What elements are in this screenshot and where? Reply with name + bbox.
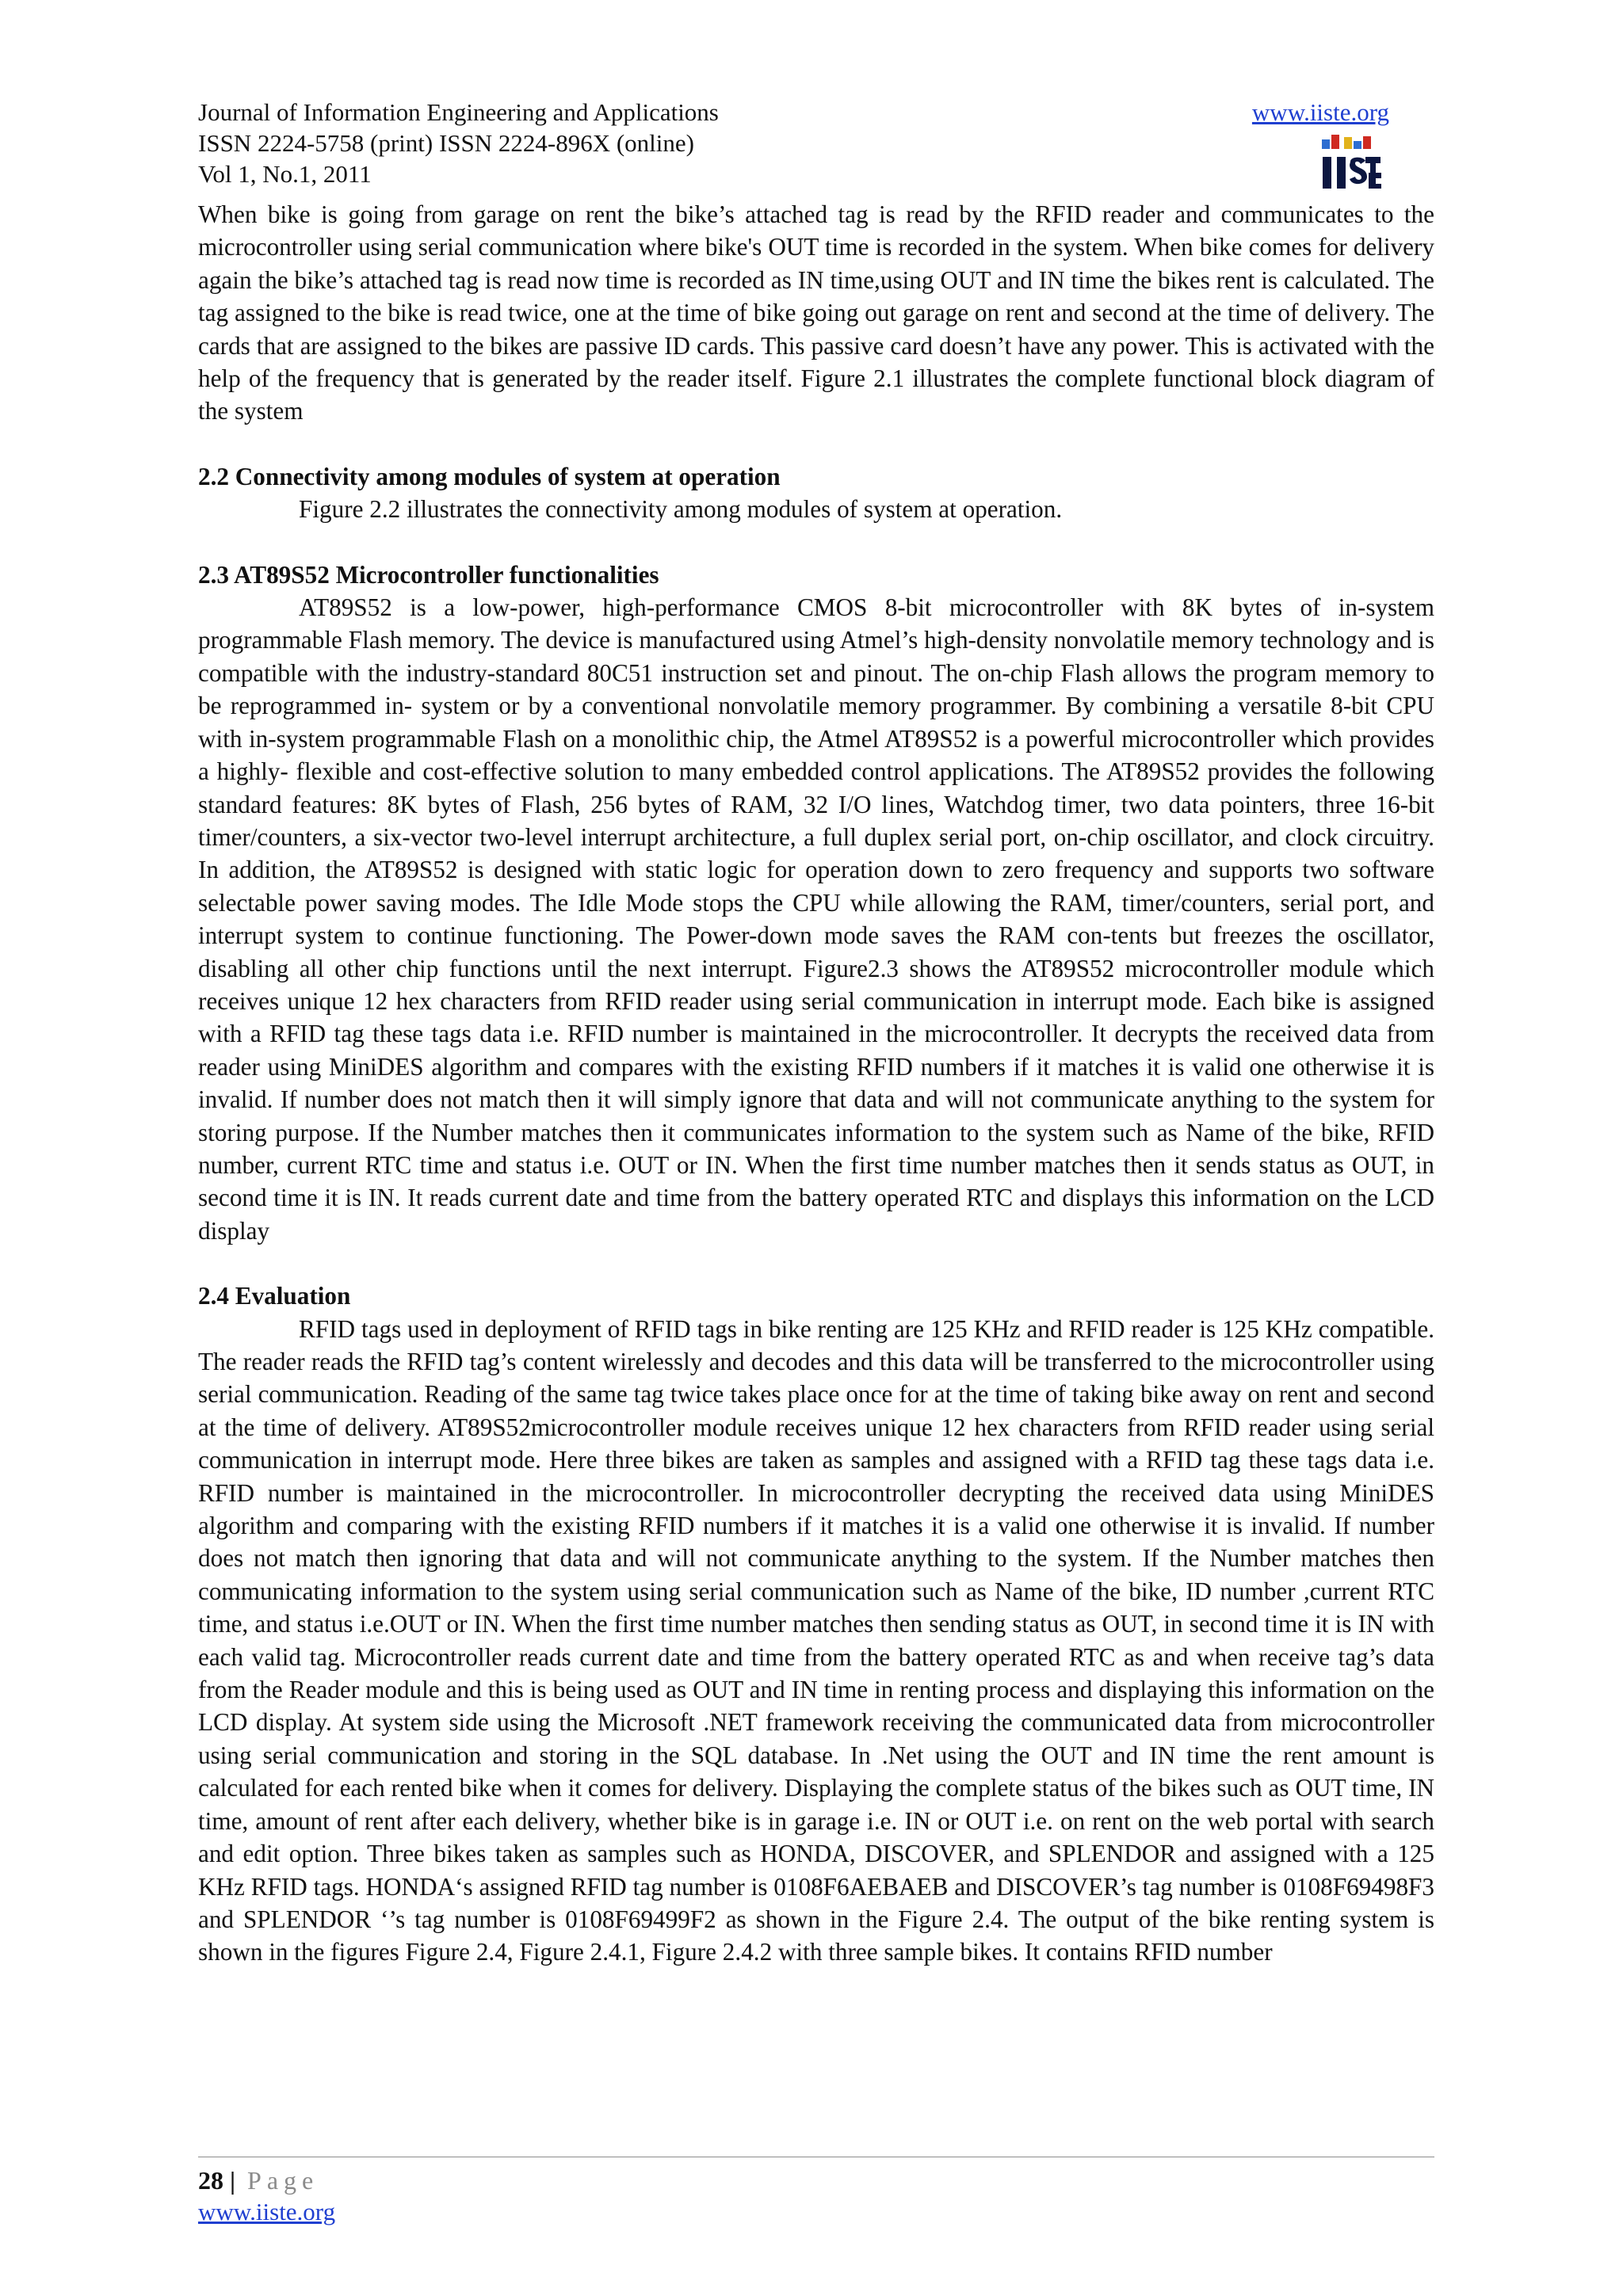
iiste-logo-icon (1319, 133, 1381, 193)
section-2-4-heading: 2.4 Evaluation (198, 1282, 351, 1310)
paragraph-gap (198, 526, 1434, 559)
volume-line: Vol 1, No.1, 2011 (198, 160, 372, 188)
section-2-4-text: RFID tags used in deployment of RFID tags in bike renting are 125 KHz and RFID reader is 125 KHz compatible. The reader reads the RFID tag’s content wirelessly and decodes and this data will be transferred to the microcontroller using serial communication. Reading of the same tag twice takes place once for at the time of taking bike away on rent and second at the time of delivery. AT89S52microcontroller module receives unique 12 hex characters from RFID reader using serial communication in interrupt mode. Here three bikes are taken as samples and assigned with a RFID tag these tags data i.e. RFID number is maintained in the microcontroller. In microcontroller decrypting the received data using MiniDES algorithm and comparing with the existing RFID numbers if it matches it is a valid one otherwise it is invalid. If number does not match then ignoring that data and will not communicate anything to the system. If the Number matches then communicating information to the system using serial communication such as Name of the bike, ID number ,current RTC time, and status i.e.OUT or IN. When the first time number matches then sending status as OUT, in second time it is IN with each valid tag. Microcontroller reads current date and time from the battery operated RTC as and when receive tag’s data from the Reader module and this is being used as OUT and IN time in renting process and displaying this information on the LCD display. At system side using the Microsoft .NET framework receiving the communicated data from microcontroller using serial communication and storing in the SQL database. In .Net using the OUT and IN time the rent amount is calculated for each rented bike when it comes for delivery. Displaying the complete status of the bikes such as OUT time, IN time, amount of rent after each delivery, whether bike is in garage i.e. IN or OUT i.e. on rent on the web portal with search and edit option. Three bikes taken as samples such as HONDA, DISCOVER, and SPLENDOR and assigned with a 125 KHz RFID tags. HONDA‘s assigned RFID tag number is 0108F6AEBAEB and DISCOVER’s tag number is 0108F69498F3 and SPLENDOR ‘’s tag number is 0108F69499F2 as shown in the Figure 2.4. The output of the bike renting system is shown in the figures Figure 2.4, Figure 2.4.1, Figure 2.4.2 with three sample bikes. It contains RFID number (198, 1314, 1434, 1966)
page-header (198, 97, 1434, 200)
section-2-2-text: Figure 2.2 illustrates the connectivity among modules of system at operation. (299, 495, 1063, 524)
header-website-link[interactable]: www.iiste.org (1251, 98, 1389, 126)
section-2-3-heading: 2.3 AT89S52 Microcontroller functionalities (198, 560, 659, 589)
page-number: 28 (198, 2166, 223, 2195)
page-number-line (198, 2164, 319, 2196)
paragraph-gap (198, 1247, 1434, 1280)
section-2-3-text: AT89S52 is a low-power, high-performance CMOS 8-bit microcontroller with 8K bytes of in-system programmable Flash memory. The device is manufactured using Atmel’s high-density nonvolatile memory technology and is compatible with the industry-standard 80C51 instruction set and pinout. The on-chip Flash allows the program memory to be reprogrammed in- system or by a conventional nonvolatile memory programmer. By combining a versatile 8-bit CPU with in-system programmable Flash on a monolithic chip, the Atmel AT89S52 is a powerful microcontroller which provides a highly- flexible and cost-effective solution to many embedded control applications. The AT89S52 provides the following standard features: 8K bytes of Flash, 256 bytes of RAM, 32 I/O lines, Watchdog timer, two data pointers, three 16-bit timer/counters, a six-vector two-level interrupt architecture, a full duplex serial port, on-chip oscillator, and clock circuitry. In addition, the AT89S52 is designed with static logic for operation down to zero frequency and supports two software selectable power saving modes. The Idle Mode stops the CPU while allowing the RAM, timer/counters, serial port, and interrupt system to continue functioning. The Power-down mode saves the RAM con-tents but freezes the oscillator, disabling all other chip functions until the next interrupt. Figure2.3 shows the AT89S52 microcontroller module which receives unique 12 hex characters from RFID reader using serial communication in interrupt mode. Each bike is assigned with a RFID tag these tags data i.e. RFID number is maintained in the microcontroller. It decrypts the received data from reader using MiniDES algorithm and compares with the existing RFID numbers if it matches it is valid one otherwise it is invalid. If number does not match then it will simply ignore that data and will not communicate anything to the system for storing purpose. If the Number matches then it communicates information to the system such as Name of the bike, RFID number, current RTC time and status i.e. OUT or IN. When the first time number matches then it sends status as OUT, in second time it is IN. It reads current date and time from the battery operated RTC and displays this information on the LCD display (198, 593, 1434, 1245)
page-label: Page (247, 2166, 319, 2195)
paragraph-gap (198, 428, 1434, 460)
footer-website-link[interactable]: www.iiste.org (198, 2198, 336, 2225)
intro-paragraph: When bike is going from garage on rent the bike’s attached tag is read by the RFID reader and communicates to the microcontroller using serial communication where bike's OUT time is recorded in the system. When bike comes for delivery again the bike’s attached tag is read now time is recorded as IN time,using OUT and IN time the bikes rent is calculated. The tag assigned to the bike is read twice, one at the time of bike going out garage on rent and second at the time of delivery. The cards that are assigned to the bikes are passive ID cards. This passive card doesn’t have any power. This is activated with the help of the frequency that is generated by the reader itself. Figure 2.1 illustrates the complete functional block diagram of the system (198, 200, 1434, 425)
journal-title: Journal of Information Engineering and Applications (198, 98, 719, 126)
issn-line: ISSN 2224-5758 (print) ISSN 2224-896X (online) (198, 129, 694, 157)
article-body (198, 198, 1434, 1969)
section-2-2-heading: 2.2 Connectivity among modules of system at operation (198, 462, 781, 490)
page-separator: | (230, 2166, 236, 2195)
